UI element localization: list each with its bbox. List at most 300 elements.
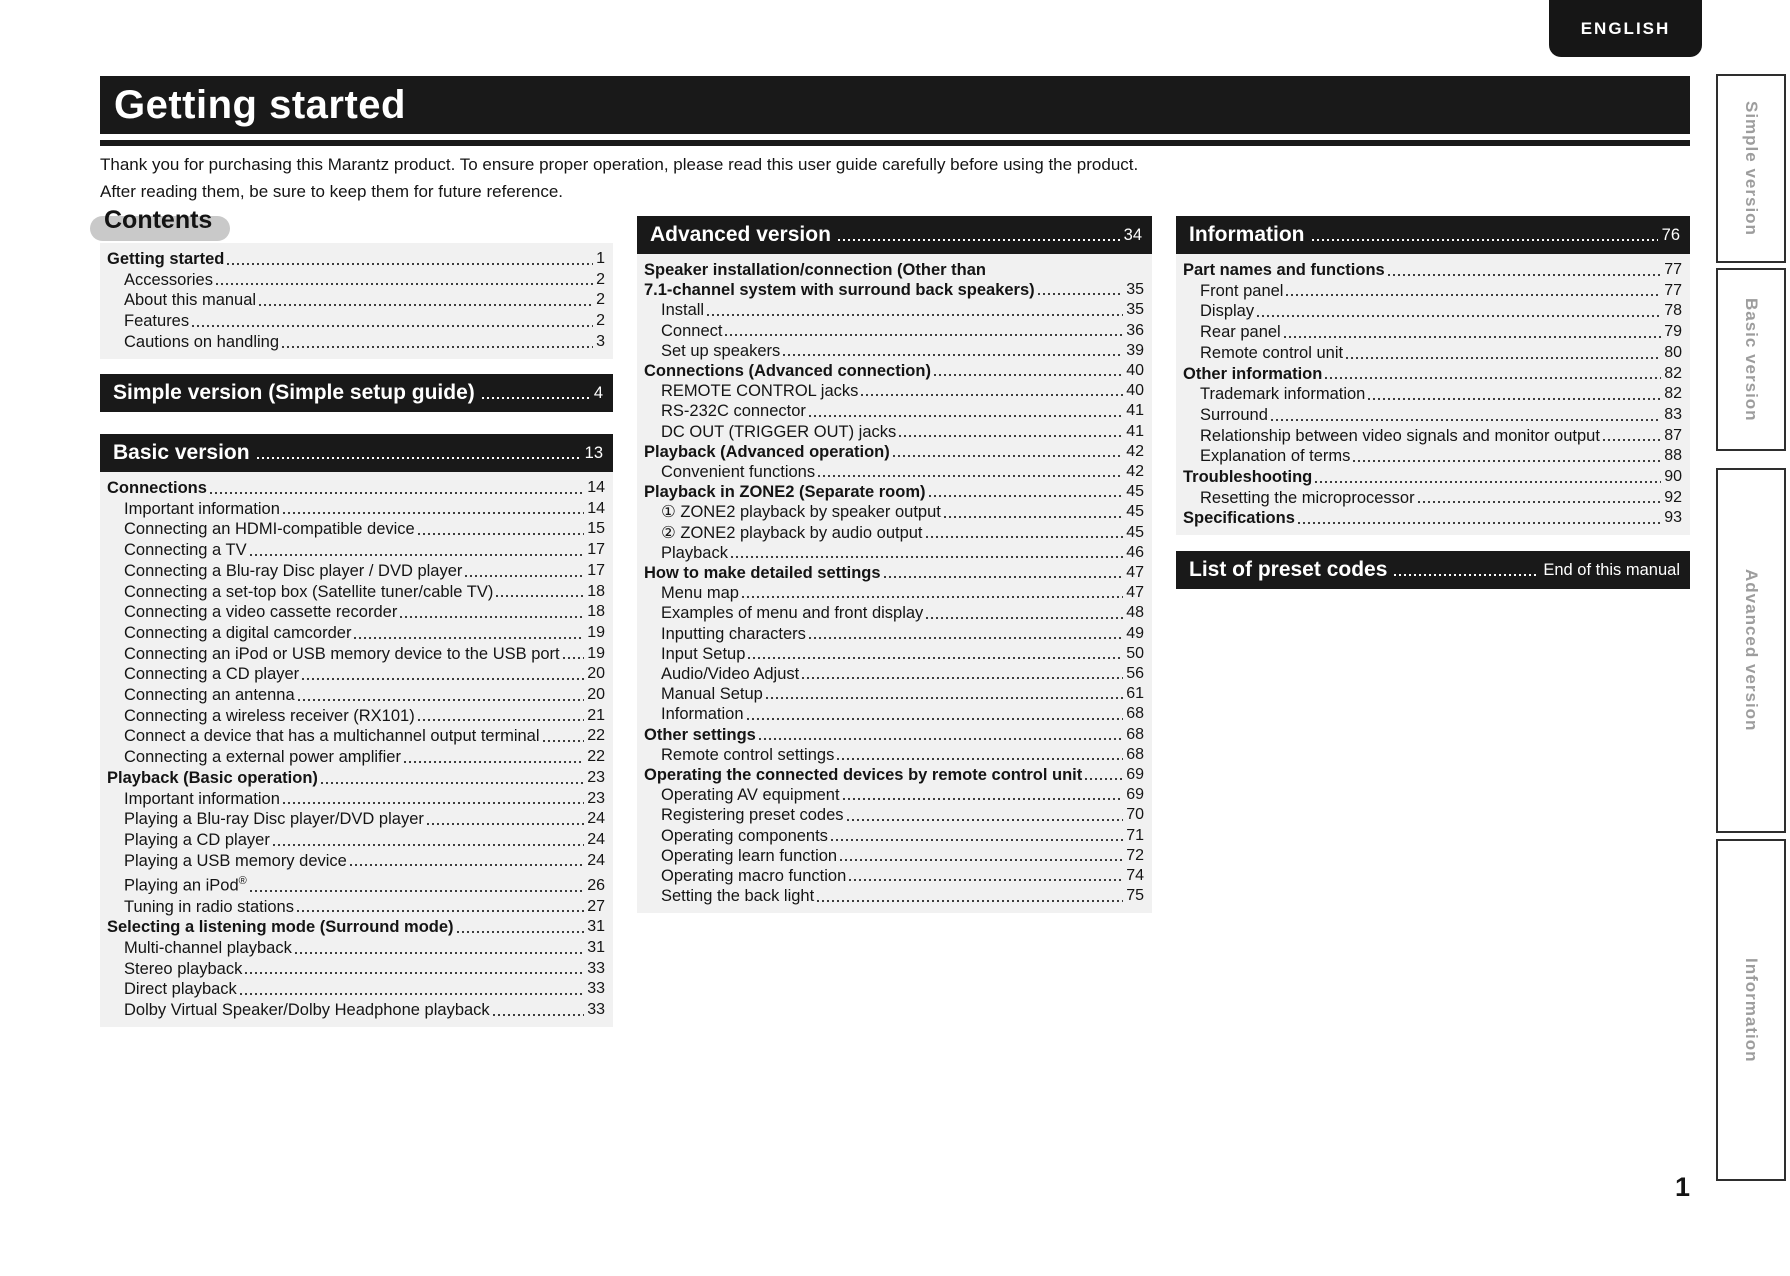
- dot-leader: [192, 325, 593, 327]
- toc-item-page: 35: [1126, 281, 1144, 299]
- toc-item[interactable]: [107, 664, 605, 685]
- toc-item[interactable]: [644, 401, 1144, 421]
- toc-item[interactable]: [107, 871, 605, 896]
- dot-leader: [273, 844, 584, 846]
- toc-item[interactable]: [644, 300, 1144, 320]
- toc-item[interactable]: [107, 290, 605, 311]
- dot-leader: [1603, 439, 1661, 441]
- toc-item-label: Rear panel: [1200, 323, 1281, 342]
- dot-leader: [926, 617, 1123, 619]
- toc-item[interactable]: [1183, 301, 1682, 322]
- toc-item-page: 23: [587, 789, 605, 807]
- section-bar-label: Information: [1189, 223, 1305, 246]
- toc-item[interactable]: [107, 249, 605, 270]
- toc-item-label: Operating AV equipment: [661, 786, 840, 805]
- toc-item-label: Operating components: [661, 826, 828, 845]
- toc-item-page: 36: [1126, 321, 1144, 339]
- toc-item-page: 77: [1664, 261, 1682, 278]
- dot-leader: [240, 993, 584, 995]
- toc-item-page: 47: [1126, 584, 1144, 602]
- dot-leader: [944, 516, 1123, 518]
- toc-item-label: Playback: [661, 543, 728, 562]
- dot-leader: [418, 533, 584, 535]
- dot-leader: [465, 575, 584, 577]
- language-tab[interactable]: [1549, 0, 1702, 57]
- toc-item-page: 40: [1126, 382, 1144, 400]
- toc-item[interactable]: [644, 866, 1144, 886]
- toc-item-page: 80: [1664, 343, 1682, 361]
- dot-leader: [831, 839, 1123, 841]
- toc-item[interactable]: [107, 332, 605, 353]
- toc-item-label: Playback in ZONE2 (Separate room): [644, 483, 926, 502]
- dot-leader: [1298, 522, 1661, 524]
- toc-item-label: Specifications: [1183, 509, 1295, 528]
- toc-item[interactable]: [107, 830, 605, 851]
- toc-item-label: Connecting an iPod or USB memory device to the USB port: [124, 644, 560, 663]
- toc-item[interactable]: [644, 603, 1144, 623]
- toc-item-label: Important information: [124, 789, 280, 808]
- toc-box-advanced-version: [637, 254, 1152, 913]
- dot-leader: [563, 657, 585, 659]
- intro-line-1: Thank you for purchasing this Marantz product. To ensure proper operation, please read this user guide carefully before using the product.: [100, 155, 1139, 174]
- side-tab-label: Simple version: [1742, 101, 1761, 236]
- toc-item-page: 47: [1126, 564, 1144, 582]
- dot-leader: [1394, 574, 1539, 576]
- toc-item-page: 20: [587, 665, 605, 683]
- toc-item-label: Connecting a digital camcorder: [124, 623, 352, 642]
- toc-item[interactable]: [644, 381, 1144, 401]
- side-tab-information[interactable]: [1716, 839, 1786, 1181]
- toc-item-page: 77: [1664, 281, 1682, 299]
- dot-leader: [482, 397, 590, 399]
- dot-leader: [840, 859, 1123, 861]
- toc-item-label: ② ZONE2 playback by audio output: [661, 523, 923, 542]
- toc-item-label: Cautions on handling: [124, 332, 280, 351]
- dot-leader: [1038, 293, 1124, 295]
- toc-item[interactable]: [1183, 343, 1682, 364]
- dot-leader: [427, 823, 584, 825]
- toc-item[interactable]: [107, 270, 605, 291]
- toc-box-getting-started: [100, 243, 613, 359]
- title-underline: [100, 140, 1690, 146]
- toc-item-page: 90: [1664, 468, 1682, 486]
- toc-item-label: Operating the connected devices by remote control unit: [644, 766, 1083, 785]
- dot-leader: [1286, 294, 1661, 296]
- toc-item-label: Display: [1200, 302, 1255, 321]
- toc-item-label: Operating learn function: [661, 846, 838, 865]
- dot-leader: [1368, 398, 1661, 400]
- dot-leader: [457, 931, 585, 933]
- dot-leader: [783, 354, 1123, 356]
- toc-item[interactable]: [644, 442, 1144, 462]
- toc-item-label: Resetting the microprocessor: [1200, 488, 1415, 507]
- dot-leader: [731, 556, 1123, 558]
- toc-item-label: Front panel: [1200, 281, 1284, 300]
- toc-item-page: 24: [587, 810, 605, 828]
- toc-item-page: 15: [587, 520, 605, 538]
- dot-leader: [302, 678, 584, 680]
- dot-leader: [893, 455, 1123, 457]
- toc-item[interactable]: [1183, 426, 1682, 447]
- toc-item-label: Trademark information: [1200, 385, 1366, 404]
- toc-item[interactable]: [107, 747, 605, 768]
- toc-item-label: Menu map: [661, 584, 739, 603]
- toc-bar-basic-version[interactable]: [100, 434, 613, 472]
- toc-item[interactable]: [107, 561, 605, 582]
- toc-item[interactable]: [644, 361, 1144, 381]
- toc-item-label: REMOTE CONTROL jacks: [661, 382, 859, 401]
- toc-item[interactable]: [107, 540, 605, 561]
- toc-item-page: 24: [587, 851, 605, 869]
- toc-item[interactable]: [1183, 446, 1682, 467]
- toc-item-page: 72: [1126, 846, 1144, 864]
- side-tab-basic-version[interactable]: [1716, 268, 1786, 451]
- toc-item[interactable]: [644, 523, 1144, 543]
- toc-item-label: Troubleshooting: [1183, 468, 1313, 487]
- dot-leader: [809, 637, 1123, 639]
- dot-leader: [1271, 419, 1661, 421]
- side-tab-simple-version[interactable]: [1716, 74, 1786, 263]
- toc-item-label: Getting started: [107, 250, 225, 268]
- dot-leader: [1315, 481, 1661, 483]
- dot-leader: [809, 415, 1123, 417]
- toc-item[interactable]: [107, 897, 605, 918]
- dot-leader: [843, 798, 1124, 800]
- toc-item-label: Information: [661, 705, 744, 724]
- dot-leader: [929, 495, 1124, 497]
- toc-item[interactable]: [644, 280, 1144, 300]
- toc-item-page: 27: [587, 897, 605, 915]
- toc-item-page: 24: [587, 830, 605, 848]
- toc-item-label: Important information: [124, 499, 280, 518]
- dot-leader: [282, 346, 593, 348]
- dot-leader: [298, 699, 585, 701]
- toc-item[interactable]: [1183, 405, 1682, 426]
- toc-item-label: Connecting a Blu-ray Disc player / DVD player: [124, 561, 463, 580]
- dot-leader: [400, 616, 584, 618]
- toc-item-page: 74: [1126, 867, 1144, 885]
- section-bar-label: List of preset codes: [1189, 558, 1388, 581]
- dot-leader: [899, 435, 1123, 437]
- toc-item[interactable]: [644, 341, 1144, 361]
- toc-item-page: 69: [1126, 786, 1144, 804]
- toc-item[interactable]: [644, 745, 1144, 765]
- toc-item[interactable]: [1183, 508, 1682, 529]
- toc-item-label: Inputting characters: [661, 624, 806, 643]
- toc-item-label: Playing an iPod®: [124, 875, 247, 895]
- dot-leader: [227, 263, 593, 265]
- dot-leader: [1085, 778, 1123, 780]
- toc-item-page: 45: [1126, 523, 1144, 541]
- toc-item-page: 78: [1664, 302, 1682, 320]
- toc-item-label: Other settings: [644, 725, 756, 744]
- toc-item-label: Relationship between video signals and monitor output: [1200, 426, 1600, 445]
- toc-bar-information[interactable]: [1176, 216, 1690, 254]
- toc-item-page: 26: [587, 876, 605, 894]
- toc-item-label: Connecting a external power amplifier: [124, 748, 401, 767]
- toc-item-page: 56: [1126, 665, 1144, 683]
- toc-item-label: Stereo playback: [124, 959, 243, 978]
- toc-item[interactable]: [107, 726, 605, 747]
- dot-leader: [250, 554, 585, 556]
- toc-item-label: Registering preset codes: [661, 806, 844, 825]
- toc-item-page: 48: [1126, 604, 1144, 622]
- toc-item[interactable]: [107, 602, 605, 623]
- toc-item-page: 50: [1126, 644, 1144, 662]
- toc-item-page: 88: [1664, 447, 1682, 465]
- dot-leader: [1312, 239, 1658, 241]
- side-tab-advanced-version[interactable]: [1716, 468, 1786, 833]
- toc-item[interactable]: [1183, 260, 1682, 281]
- toc-item-label: Set up speakers: [661, 341, 781, 360]
- toc-item-label: Playing a USB memory device: [124, 851, 347, 870]
- toc-item[interactable]: [107, 311, 605, 332]
- toc-item[interactable]: [107, 582, 605, 603]
- toc-item-page: 20: [587, 686, 605, 704]
- dot-leader: [496, 595, 584, 597]
- toc-item-label: Connecting an HDMI-compatible device: [124, 520, 415, 539]
- toc-item-page: 1: [596, 250, 605, 267]
- toc-item-label: Other information: [1183, 364, 1323, 383]
- toc-item[interactable]: [107, 851, 605, 872]
- dot-leader: [250, 890, 584, 892]
- dot-leader: [818, 475, 1123, 477]
- toc-item-page: 31: [587, 918, 605, 936]
- intro-text: [100, 151, 1430, 205]
- section-bar-label: Basic version: [113, 441, 250, 464]
- dot-leader: [283, 512, 584, 514]
- dot-leader: [766, 697, 1123, 699]
- section-bar-label: Advanced version: [650, 223, 831, 246]
- toc-item[interactable]: [107, 789, 605, 810]
- toc-item-label: Dolby Virtual Speaker/Dolby Headphone playback: [124, 1001, 490, 1020]
- toc-item[interactable]: [107, 1000, 605, 1021]
- toc-item[interactable]: [644, 563, 1144, 583]
- toc-item[interactable]: [644, 543, 1144, 563]
- toc-item-label: Remote control unit: [1200, 343, 1344, 362]
- toc-item-label: Audio/Video Adjust: [661, 665, 800, 684]
- toc-item[interactable]: [107, 938, 605, 959]
- toc-item[interactable]: [644, 725, 1144, 745]
- toc-item[interactable]: [1183, 384, 1682, 405]
- language-tab-label: ENGLISH: [1580, 18, 1671, 38]
- toc-item[interactable]: [107, 809, 605, 830]
- toc-item-page: 35: [1126, 301, 1144, 319]
- toc-item-page: 71: [1126, 826, 1144, 844]
- toc-item[interactable]: [107, 979, 605, 1000]
- dot-leader: [837, 758, 1123, 760]
- dot-leader: [354, 637, 584, 639]
- toc-item-page: 68: [1126, 745, 1144, 763]
- dot-leader: [861, 394, 1123, 396]
- toc-item-label: Setting the back light: [661, 887, 815, 906]
- dot-leader: [1284, 336, 1661, 338]
- toc-item-page: 14: [587, 499, 605, 517]
- side-tab-label: Information: [1742, 957, 1761, 1063]
- toc-item[interactable]: [644, 583, 1144, 603]
- toc-item[interactable]: [644, 321, 1144, 341]
- toc-item-page: 45: [1126, 503, 1144, 521]
- toc-item-page: 39: [1126, 341, 1144, 359]
- toc-item-page: 2: [596, 312, 605, 330]
- toc-item-page: 82: [1664, 385, 1682, 403]
- dot-leader: [817, 900, 1123, 902]
- dot-leader: [838, 239, 1120, 241]
- side-tab-label: Advanced version: [1742, 569, 1761, 732]
- toc-item-label: Connect a device that has a multichannel output terminal: [124, 727, 540, 746]
- toc-item[interactable]: [107, 917, 605, 938]
- side-tab-label: Basic version: [1742, 297, 1761, 422]
- toc-item[interactable]: [1183, 488, 1682, 509]
- dot-leader: [543, 740, 585, 742]
- toc-item-page: 22: [587, 748, 605, 766]
- toc-item-page: 33: [587, 959, 605, 977]
- toc-bar-preset-codes[interactable]: [1176, 551, 1690, 589]
- toc-item-label: Playback (Basic operation): [107, 768, 318, 787]
- toc-item-label: Explanation of terms: [1200, 447, 1351, 466]
- toc-item[interactable]: [107, 685, 605, 706]
- section-bar-page: 34: [1123, 225, 1142, 244]
- dot-leader: [295, 952, 584, 954]
- toc-item-label: Operating macro function: [661, 867, 847, 886]
- dot-leader: [257, 457, 581, 459]
- toc-item-page: 68: [1126, 705, 1144, 723]
- toc-bar-simple-version[interactable]: [100, 374, 613, 412]
- toc-item-page: 17: [587, 541, 605, 559]
- toc-item-label: Tuning in radio stations: [124, 897, 294, 916]
- toc-item-label: Speaker installation/connection (Other than: [644, 261, 986, 279]
- toc-item-label: RS-232C connector: [661, 402, 806, 421]
- page-title-text: Getting started: [114, 82, 406, 127]
- toc-item-label: Manual Setup: [661, 685, 763, 704]
- toc-item[interactable]: [107, 499, 605, 520]
- toc-box-basic-version: [100, 472, 613, 1027]
- toc-item[interactable]: [644, 826, 1144, 846]
- dot-leader: [1325, 377, 1661, 379]
- toc-item-label: Surround: [1200, 405, 1268, 424]
- toc-item-page: 17: [587, 561, 605, 579]
- toc-item-label: About this manual: [124, 291, 257, 310]
- toc-item[interactable]: [644, 260, 1144, 280]
- toc-item[interactable]: [644, 664, 1144, 684]
- toc-item-label: Connections: [107, 479, 207, 497]
- toc-item-label: Install: [661, 301, 705, 320]
- toc-item[interactable]: [644, 704, 1144, 724]
- toc-item[interactable]: [1183, 281, 1682, 302]
- toc-item-page: 19: [587, 623, 605, 641]
- toc-item-label: How to make detailed settings: [644, 564, 881, 583]
- toc-item-label: Playing a Blu-ray Disc player/DVD player: [124, 810, 424, 829]
- toc-item-label: Connecting a TV: [124, 541, 247, 560]
- dot-leader: [1353, 460, 1661, 462]
- toc-item[interactable]: [644, 422, 1144, 442]
- intro-line-2: After reading them, be sure to keep them for future reference.: [100, 182, 564, 201]
- registered-mark: ®: [238, 875, 247, 888]
- toc-item-page: 70: [1126, 806, 1144, 824]
- toc-item-label: Convenient functions: [661, 463, 816, 482]
- toc-item[interactable]: [644, 624, 1144, 644]
- dot-leader: [210, 492, 584, 494]
- toc-item-label: Part names and functions: [1183, 261, 1385, 279]
- toc-item-page: 21: [587, 706, 605, 724]
- toc-item-page: 19: [587, 644, 605, 662]
- toc-item[interactable]: [644, 644, 1144, 664]
- toc-item[interactable]: [107, 768, 605, 789]
- dot-leader: [1418, 501, 1662, 503]
- section-bar-page: End of this manual: [1543, 560, 1680, 579]
- toc-item[interactable]: [107, 959, 605, 980]
- toc-item[interactable]: [644, 684, 1144, 704]
- toc-item[interactable]: [644, 765, 1144, 785]
- toc-item-label: Multi-channel playback: [124, 938, 292, 957]
- toc-item-page: 14: [587, 479, 605, 496]
- toc-item-page: 92: [1664, 488, 1682, 506]
- toc-item[interactable]: [644, 846, 1144, 866]
- toc-item-label: Connecting a set-top box (Satellite tuner/cable TV): [124, 582, 494, 601]
- toc-item-page: 40: [1126, 362, 1144, 380]
- dot-leader: [747, 718, 1124, 720]
- toc-item-page: 42: [1126, 463, 1144, 481]
- toc-item-page: 2: [596, 291, 605, 309]
- section-bar-page: 76: [1661, 225, 1680, 244]
- dot-leader: [1257, 315, 1661, 317]
- toc-bar-advanced-version[interactable]: [637, 216, 1152, 254]
- dot-leader: [1388, 274, 1661, 276]
- dot-leader: [283, 802, 584, 804]
- toc-item-label: Connecting a wireless receiver (RX101): [124, 706, 415, 725]
- contents-heading-text: Contents: [100, 206, 216, 235]
- dot-leader: [245, 972, 584, 974]
- toc-item-page: 41: [1126, 402, 1144, 420]
- toc-item[interactable]: [644, 785, 1144, 805]
- dot-leader: [1346, 357, 1661, 359]
- toc-item-page: 82: [1664, 364, 1682, 382]
- toc-item-page: 49: [1126, 624, 1144, 642]
- dot-leader: [493, 1014, 585, 1016]
- toc-item[interactable]: [107, 623, 605, 644]
- dot-leader: [216, 283, 593, 285]
- toc-item-label: Input Setup: [661, 644, 746, 663]
- toc-item-page: 2: [596, 270, 605, 288]
- toc-item[interactable]: [107, 644, 605, 665]
- toc-item-page: 46: [1126, 543, 1144, 561]
- toc-item[interactable]: [644, 462, 1144, 482]
- toc-item-label: Accessories: [124, 270, 213, 289]
- dot-leader: [418, 719, 584, 721]
- toc-item[interactable]: [644, 502, 1144, 522]
- dot-leader: [350, 864, 584, 866]
- toc-item[interactable]: [1183, 322, 1682, 343]
- toc-item[interactable]: [107, 478, 605, 499]
- toc-item-page: 41: [1126, 422, 1144, 440]
- toc-item[interactable]: [1183, 467, 1682, 488]
- toc-item-page: 3: [596, 332, 605, 350]
- toc-item[interactable]: [644, 886, 1144, 906]
- toc-item[interactable]: [1183, 364, 1682, 385]
- toc-item[interactable]: [644, 482, 1144, 502]
- toc-item[interactable]: [107, 706, 605, 727]
- toc-item-label: ① ZONE2 playback by speaker output: [661, 503, 941, 522]
- toc-item-page: 33: [587, 980, 605, 998]
- toc-item-page: 75: [1126, 887, 1144, 905]
- toc-item-label: DC OUT (TRIGGER OUT) jacks: [661, 422, 897, 441]
- toc-item[interactable]: [107, 519, 605, 540]
- toc-item[interactable]: [644, 805, 1144, 825]
- section-bar-page: 4: [593, 383, 603, 402]
- toc-item-label: Connections (Advanced connection): [644, 362, 931, 381]
- toc-item-label: Remote control settings: [661, 745, 835, 764]
- toc-item-label: Connecting an antenna: [124, 686, 295, 705]
